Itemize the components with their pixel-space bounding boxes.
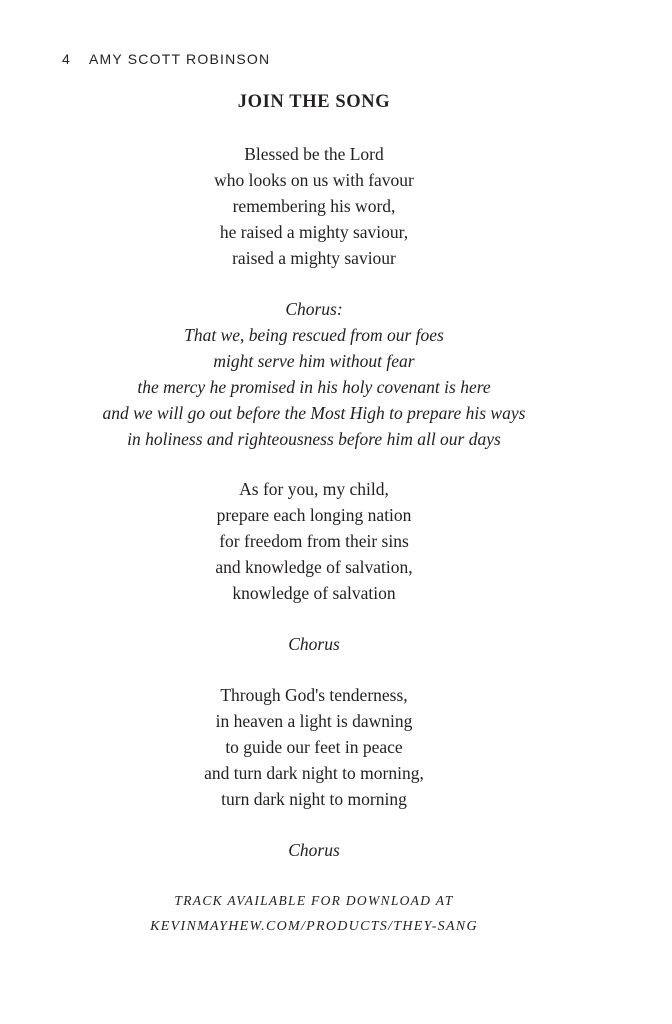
- verse-line: in heaven a light is dawning: [215, 711, 413, 731]
- song-title: JOIN THE SONG: [237, 92, 391, 112]
- verse-line: and turn dark night to morning,: [204, 763, 424, 783]
- verse-line: and knowledge of salvation,: [215, 557, 413, 577]
- chorus-line: might serve him without fear: [213, 351, 415, 371]
- chorus-label: Chorus:: [285, 299, 343, 319]
- verse-line: for freedom from their sins: [219, 531, 409, 551]
- verse-line: who looks on us with favour: [214, 170, 414, 190]
- download-note-text: TRACK AVAILABLE FOR DOWNLOAD AT: [174, 893, 454, 908]
- verse-line: As for you, my child,: [239, 479, 389, 499]
- chorus-lines: [0, 322, 628, 452]
- download-url: KEVINMAYHEW.COM/PRODUCTS/THEY-SANG: [150, 919, 478, 934]
- verse-line: he raised a mighty saviour,: [219, 222, 409, 242]
- verse-3: [0, 682, 628, 812]
- chorus-repeat-label: Chorus: [288, 634, 340, 654]
- verse-line: remembering his word,: [232, 196, 396, 216]
- chorus-line: and we will go out before the Most High to prepare his ways: [102, 403, 526, 423]
- verse-line: raised a mighty saviour: [232, 248, 396, 268]
- verse-1: [0, 141, 628, 271]
- chorus-line: in holiness and righteousness before him all our days: [127, 429, 501, 449]
- chorus-repeat-label: Chorus: [288, 840, 340, 860]
- chorus-line: That we, being rescued from our foes: [184, 325, 444, 345]
- running-head: [62, 49, 270, 69]
- verse-line: Blessed be the Lord: [244, 144, 384, 164]
- verse-line: prepare each longing nation: [216, 505, 412, 525]
- chorus-line: the mercy he promised in his holy covenant is here: [137, 377, 491, 397]
- verse-line: turn dark night to morning: [221, 789, 407, 809]
- page-number: 4: [62, 51, 71, 67]
- author-name: AMY SCOTT ROBINSON: [89, 51, 271, 67]
- download-note: [0, 888, 628, 940]
- verse-line: Through God's tenderness,: [220, 685, 408, 705]
- verse-2: [0, 476, 628, 606]
- verse-line: to guide our feet in peace: [225, 737, 403, 757]
- verse-line: knowledge of salvation: [232, 583, 396, 603]
